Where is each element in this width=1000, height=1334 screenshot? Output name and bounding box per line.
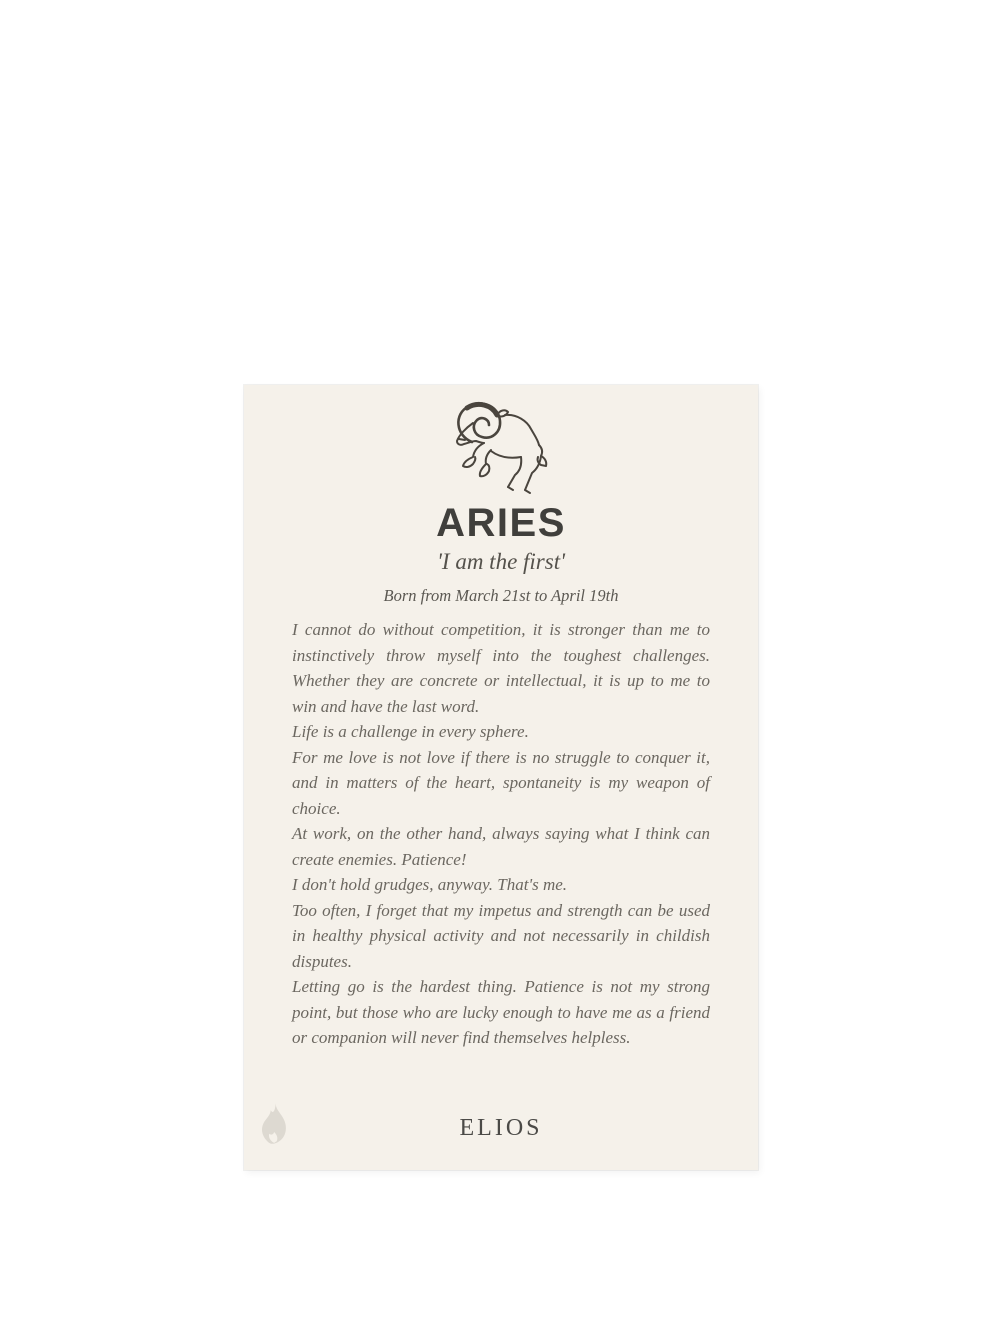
description-paragraph: For me love is not love if there is no struggle to conquer it, and in matters of the heart, spontaneity is my weapon of choice. <box>292 747 710 818</box>
sign-motto: 'I am the first' <box>436 549 566 574</box>
zodiac-card <box>244 385 758 1170</box>
description-paragraph: Life is a challenge in every sphere. <box>292 722 529 741</box>
description-paragraph: I cannot do without competition, it is stronger than me to instinctively throw myself into the toughest challenges. Whether they are concrete or intellectual, it is up to me to win and have the last word. <box>292 620 710 716</box>
ram-illustration-wrap <box>244 399 758 499</box>
description-paragraph: Letting go is the hardest thing. Patience is not my strong point, but those who are lucky enough to have me as a friend or companion will never find themselves helpless. <box>292 977 710 1047</box>
sign-birth-range: Born from March 21st to April 19th <box>383 586 619 605</box>
description-paragraph: At work, on the other hand, always saying what I think can create enemies. Patience! <box>292 824 710 869</box>
ram-line-art-icon <box>451 399 551 499</box>
description-paragraph: Too often, I forget that my impetus and strength can be used in healthy physical activity and not necessarily in childish disputes. <box>292 900 710 971</box>
description-paragraph: I don't hold grudges, anyway. That's me. <box>292 875 568 894</box>
brand-logo-text: ELIOS <box>459 1115 543 1141</box>
sign-description <box>292 617 710 1051</box>
sign-name: ARIES <box>436 501 566 545</box>
